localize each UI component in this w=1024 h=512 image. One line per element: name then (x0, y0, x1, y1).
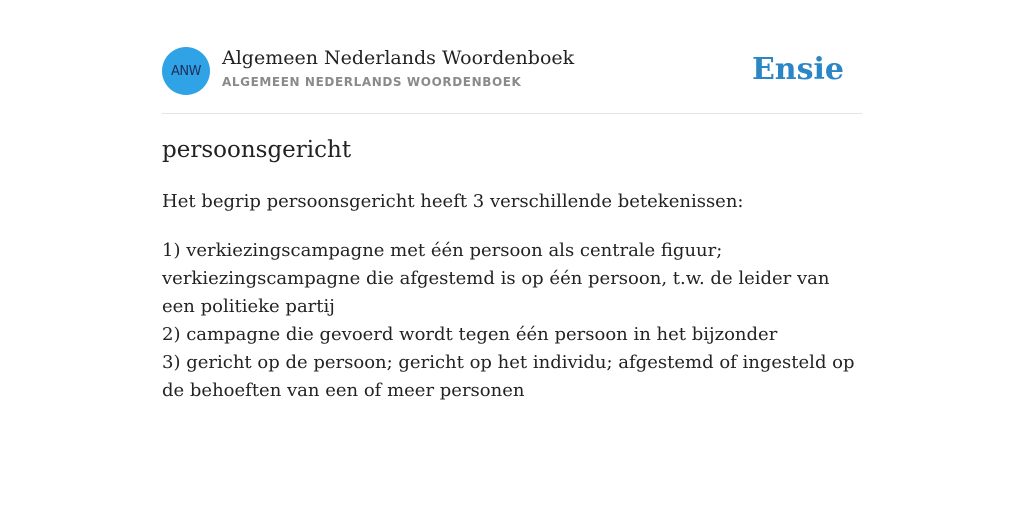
meanings-list (162, 237, 862, 405)
card-header (162, 47, 862, 114)
definition-card (162, 0, 862, 512)
site-subtitle: ALGEMEEN NEDERLANDS WOORDENBOEK (222, 75, 522, 89)
meaning-item: 3) gericht op de persoon; gericht op het individu; afgestemd of ingesteld op de behoeften van een of meer personen (162, 352, 855, 401)
logo-text: ANW (171, 63, 201, 79)
meaning-item: 1) verkiezingscampagne met één persoon als centrale figuur; verkiezingscampagne die afgestemd is op één persoon, t.w. de leider van een politieke partij (162, 240, 830, 317)
meaning-item: 2) campagne die gevoerd wordt tegen één persoon in het bijzonder (162, 324, 778, 345)
entry-word: persoonsgericht (162, 137, 352, 163)
anw-logo[interactable] (162, 47, 210, 95)
ensie-brand-logo[interactable]: Ensie (751, 52, 844, 87)
entry-intro: Het begrip persoonsgericht heeft 3 verschillende betekenissen: (162, 191, 744, 212)
site-title[interactable]: Algemeen Nederlands Woordenboek (222, 47, 575, 69)
